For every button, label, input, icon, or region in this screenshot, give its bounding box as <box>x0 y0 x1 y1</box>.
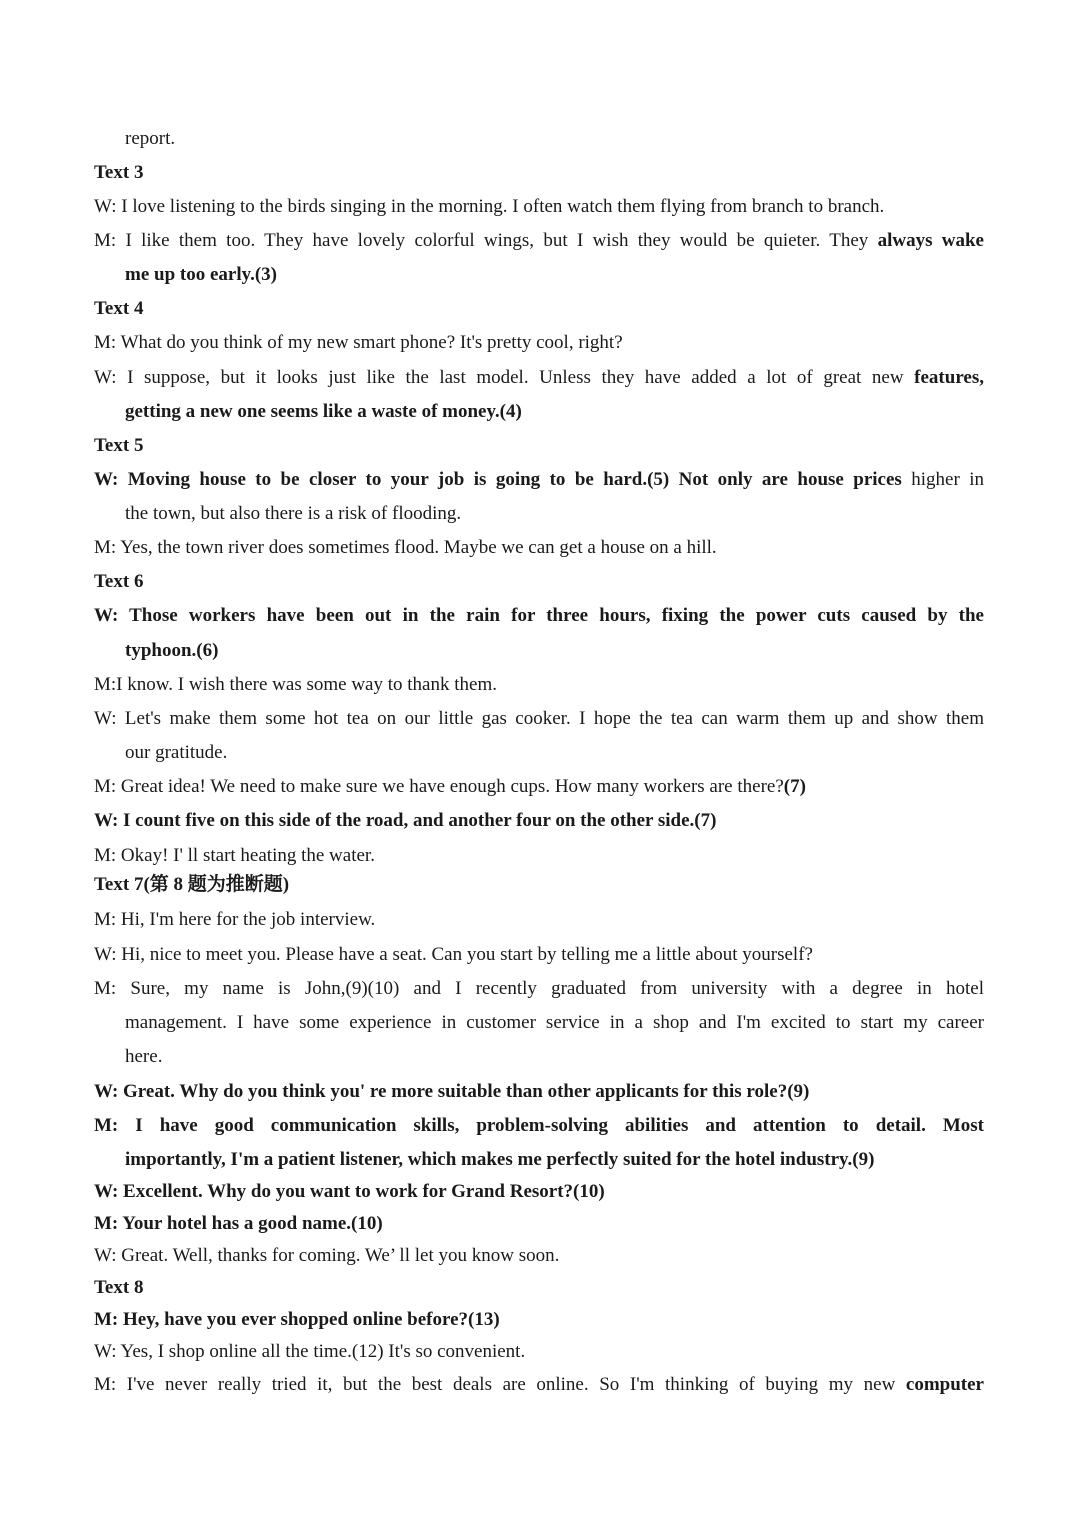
dialogue-line: W: Let's make them some hot tea on our little gas cooker. I hope the tea can warm them up and show them <box>94 708 984 729</box>
dialogue-line: W: I love listening to the birds singing in the morning. I often watch them flying from branch to branch. <box>94 196 885 217</box>
section-heading: Text 8 <box>94 1277 144 1298</box>
dialogue-line-continued: getting a new one seems like a waste of money.(4) <box>125 401 522 422</box>
dialogue-line: M: I like them too. They have lovely colorful wings, but I wish they would be quieter. They always wake <box>94 230 984 251</box>
dialogue-line: M: I have good communication skills, problem-solving abilities and attention to detail. Most <box>94 1115 984 1136</box>
section-heading: Text 4 <box>94 298 144 319</box>
dialogue-line: W: Hi, nice to meet you. Please have a seat. Can you start by telling me a little about yourself? <box>94 944 813 965</box>
dialogue-line: M: Sure, my name is John,(9)(10) and I recently graduated from university with a degree in hotel <box>94 978 984 999</box>
dialogue-line: W: Great. Why do you think you' re more suitable than other applicants for this role?(9) <box>94 1081 810 1102</box>
dialogue-line-continued: management. I have some experience in customer service in a shop and I'm excited to start my career <box>125 1012 984 1033</box>
dialogue-line-continued: the town, but also there is a risk of flooding. <box>125 503 462 524</box>
dialogue-line-continued: our gratitude. <box>125 742 228 763</box>
dialogue-line-continued: here. <box>125 1046 163 1067</box>
dialogue-line-continued: importantly, I'm a patient listener, which makes me perfectly suited for the hotel industry.(9) <box>125 1149 875 1170</box>
dialogue-line: W: I count five on this side of the road, and another four on the other side.(7) <box>94 810 717 831</box>
section-heading: Text 6 <box>94 571 144 592</box>
dialogue-line: M: Hey, have you ever shopped online before?(13) <box>94 1309 500 1330</box>
text-line: report. <box>125 128 176 149</box>
dialogue-line: W: Yes, I shop online all the time.(12) It's so convenient. <box>94 1341 526 1362</box>
dialogue-line: M: Hi, I'm here for the job interview. <box>94 909 376 930</box>
dialogue-line: W: I suppose, but it looks just like the last model. Unless they have added a lot of great new features, <box>94 367 984 388</box>
dialogue-line: M:I know. I wish there was some way to thank them. <box>94 674 497 695</box>
dialogue-line: M: What do you think of my new smart phone? It's pretty cool, right? <box>94 332 623 353</box>
dialogue-line: W: Great. Well, thanks for coming. We’ ll let you know soon. <box>94 1245 560 1266</box>
dialogue-line: M: Okay! I' ll start heating the water. <box>94 845 375 866</box>
dialogue-line-continued: typhoon.(6) <box>125 640 219 661</box>
dialogue-line: W: Moving house to be closer to your job is going to be hard.(5) Not only are house prices higher in <box>94 469 984 490</box>
section-heading: Text 7(第 8 题为推断题) <box>94 874 290 895</box>
dialogue-line: W: Excellent. Why do you want to work for Grand Resort?(10) <box>94 1181 605 1202</box>
section-heading: Text 3 <box>94 162 144 183</box>
dialogue-line: W: Those workers have been out in the rain for three hours, fixing the power cuts caused by the <box>94 605 984 626</box>
section-heading: Text 5 <box>94 435 144 456</box>
dialogue-line: M: Your hotel has a good name.(10) <box>94 1213 383 1234</box>
dialogue-line: M: I've never really tried it, but the best deals are online. So I'm thinking of buying my new computer <box>94 1374 984 1395</box>
dialogue-line: M: Yes, the town river does sometimes flood. Maybe we can get a house on a hill. <box>94 537 717 558</box>
dialogue-line: M: Great idea! We need to make sure we have enough cups. How many workers are there?(7) <box>94 776 806 797</box>
dialogue-line-continued: me up too early.(3) <box>125 264 277 285</box>
